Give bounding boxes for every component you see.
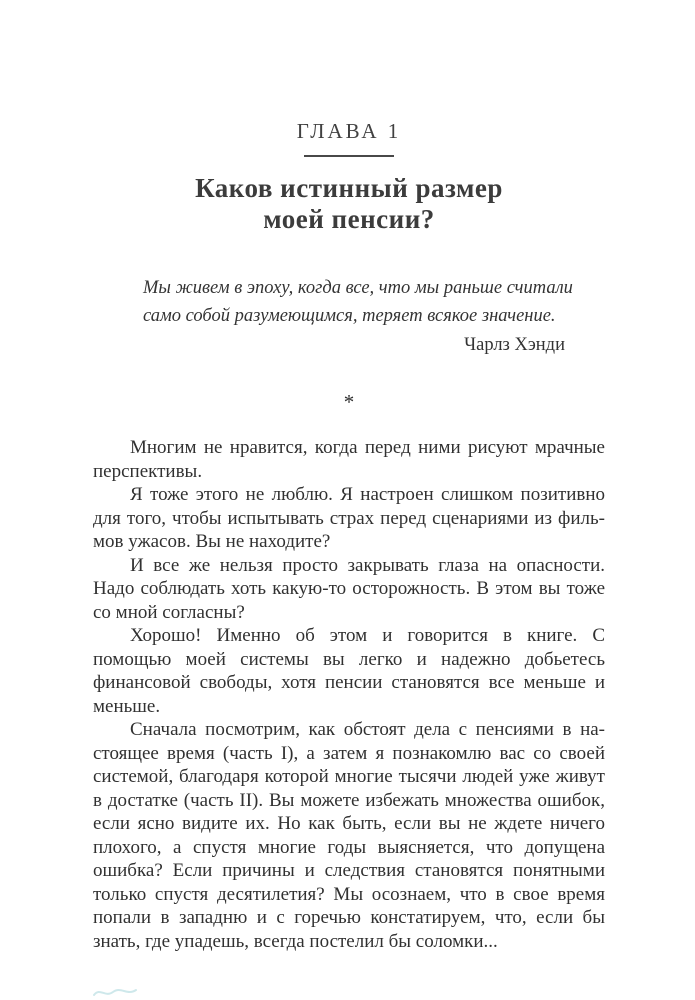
epigraph — [143, 274, 573, 359]
chapter-title-line-2: моей пенсии? — [263, 204, 435, 234]
pen-squiggle-mark — [92, 985, 138, 999]
epigraph-line-1: Мы живем в эпоху, когда все, что мы раньше считали — [143, 278, 573, 298]
paragraph: Хорошо! Именно об этом и говорится в книге. С помощью моей системы вы легко и надежно добьетесь финансовой свободы, хотя пенсии становятся все меньше и меньше. — [93, 625, 605, 717]
chapter-label: ГЛАВА 1 — [296, 119, 402, 143]
paragraph: И все же нельзя просто закрывать глаза на опасности. Надо соблюдать хоть какую-то осторожность. В этом вы тоже со мной согласны? — [93, 554, 605, 623]
section-break-asterisk: * — [343, 390, 355, 414]
paragraph: Многим не нравится, когда перед ними рисуют мрачные перспективы. — [93, 437, 605, 482]
chapter-divider-rule — [304, 155, 394, 157]
chapter-title-line-1: Каков истинный размер — [195, 173, 503, 203]
paragraph: Сначала посмотрим, как обстоят дела с пенсиями в настоящее время (часть I), а затем я познакомлю вас со своей системой, благодаря которой многие тысячи людей уже живут в достатке (часть II). Вы можете избежать множества ошибок, если ясно видите их. Но как быть, если вы не ждете ничего плохого, а спустя многие годы выясняется, что допущена ошибка? Если причины и следствия становятся понятными только спустя десятилетия? Мы осознаем, что в свое время попали в западню и с горечью констатируем, что, если бы знать, где упадешь, всегда постелил бы соломки... — [93, 719, 605, 952]
page-content — [0, 119, 695, 953]
paragraph: Я тоже этого не люблю. Я настроен слишком позитивно для того, чтобы испытывать страх перед сценариями из фильмов ужасов. Вы не находите? — [93, 484, 605, 552]
body-text — [93, 436, 605, 953]
epigraph-attribution: Чарлз Хэнди — [464, 335, 565, 355]
chapter-title — [93, 173, 605, 235]
epigraph-line-2: само собой разумеющимся, теряет всякое значение. — [143, 306, 556, 326]
